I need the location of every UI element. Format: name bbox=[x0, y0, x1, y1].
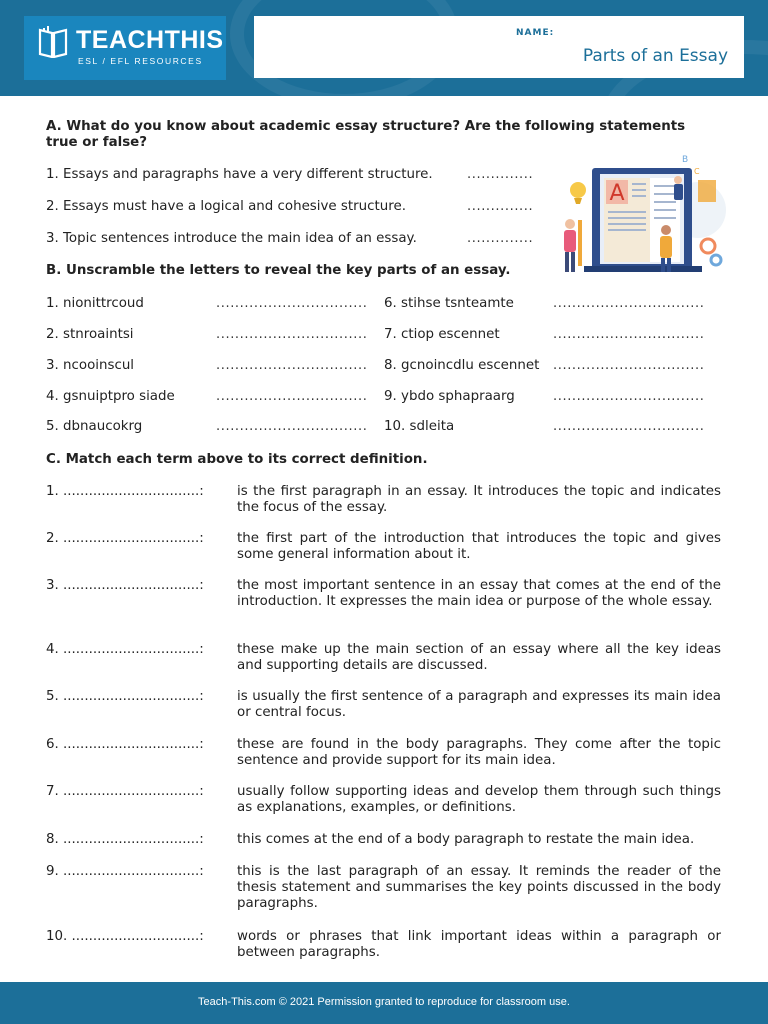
scramble-blank-1[interactable]: ................................ bbox=[216, 296, 368, 311]
scramble-9: 9. ybdo sphapraarg bbox=[384, 389, 515, 404]
scramble-blank-4[interactable]: ................................ bbox=[216, 389, 368, 404]
definition-blank-9[interactable]: 9. ................................: bbox=[46, 864, 204, 879]
answer-blank-3[interactable]: .............. bbox=[467, 231, 534, 246]
definition-6: these are found in the body paragraphs. They come after the topic sentence and provide support for its main idea. bbox=[237, 737, 721, 768]
definition-8: this comes at the end of a body paragraph to restate the main idea. bbox=[237, 832, 695, 847]
header-band bbox=[0, 0, 768, 96]
definition-10: words or phrases that link important ideas within a paragraph or between paragraphs. bbox=[237, 929, 721, 960]
answer-blank-2[interactable]: .............. bbox=[467, 199, 534, 214]
scramble-5: 5. dbnaucokrg bbox=[46, 419, 143, 434]
scramble-3: 3. ncooinscul bbox=[46, 358, 135, 373]
illustration-letter: A bbox=[609, 181, 625, 206]
scramble-blank-10[interactable]: ................................ bbox=[553, 419, 705, 434]
page-title: Parts of an Essay bbox=[582, 46, 728, 66]
svg-text:C: C bbox=[694, 167, 700, 176]
definition-7: usually follow supporting ideas and develop them through such things as explanations, examples, or definitions. bbox=[237, 784, 721, 815]
definition-blank-4[interactable]: 4. ................................: bbox=[46, 642, 204, 657]
scramble-blank-9[interactable]: ................................ bbox=[553, 389, 705, 404]
scramble-blank-5[interactable]: ................................ bbox=[216, 419, 368, 434]
definition-blank-6[interactable]: 6. ................................: bbox=[46, 737, 204, 752]
scramble-10: 10. sdleita bbox=[384, 419, 455, 434]
statement-1: 1. Essays and paragraphs have a very different structure. bbox=[46, 167, 433, 182]
definition-blank-5[interactable]: 5. ................................: bbox=[46, 689, 204, 704]
scramble-7: 7. ctiop escennet bbox=[384, 327, 500, 342]
section-c-heading: C. Match each term above to its correct definition. bbox=[46, 452, 428, 467]
scramble-blank-6[interactable]: ................................ bbox=[553, 296, 705, 311]
statement-2: 2. Essays must have a logical and cohesive structure. bbox=[46, 199, 406, 214]
logo-subtitle: ESL / EFL RESOURCES bbox=[78, 56, 203, 66]
section-a-heading-line2: true or false? bbox=[46, 135, 148, 150]
definition-9: this is the last paragraph of an essay. It reminds the reader of the thesis statement and summarises the key points discussed in the body paragraphs. bbox=[237, 864, 721, 911]
footer-band bbox=[0, 982, 768, 1024]
scramble-2: 2. stnroaintsi bbox=[46, 327, 134, 342]
name-label: NAME: bbox=[516, 28, 555, 38]
name-box bbox=[254, 16, 744, 78]
scramble-blank-7[interactable]: ................................ bbox=[553, 327, 705, 342]
logo bbox=[24, 16, 226, 80]
definition-3: the most important sentence in an essay that comes at the end of the introduction. It expresses the main idea or purpose of the whole essay. bbox=[237, 578, 721, 609]
scramble-6: 6. stihse tsnteamte bbox=[384, 296, 514, 311]
definition-blank-7[interactable]: 7. ................................: bbox=[46, 784, 204, 799]
section-a-heading bbox=[46, 119, 685, 151]
answer-blank-1[interactable]: .............. bbox=[467, 167, 534, 182]
definition-blank-8[interactable]: 8. ................................: bbox=[46, 832, 204, 847]
scramble-4: 4. gsnuiptpro siade bbox=[46, 389, 175, 404]
scramble-blank-2[interactable]: ................................ bbox=[216, 327, 368, 342]
definition-blank-1[interactable]: 1. ................................: bbox=[46, 484, 204, 499]
svg-text:B: B bbox=[682, 155, 689, 165]
essay-illustration bbox=[548, 150, 726, 278]
definition-1: is the first paragraph in an essay. It introduces the topic and indicates the focus of the essay. bbox=[237, 484, 721, 515]
scramble-8: 8. gcnoincdlu escennet bbox=[384, 358, 540, 373]
definition-blank-2[interactable]: 2. ................................: bbox=[46, 531, 204, 546]
copyright-notice: Teach-This.com © 2021 Permission granted to reproduce for classroom use. bbox=[198, 996, 570, 1008]
book-icon bbox=[36, 24, 70, 58]
definition-blank-3[interactable]: 3. ................................: bbox=[46, 578, 204, 593]
statement-3: 3. Topic sentences introduce the main idea of an essay. bbox=[46, 231, 417, 246]
definition-2: the first part of the introduction that introduces the topic and gives some general information about it. bbox=[237, 531, 721, 562]
definition-blank-10[interactable]: 10. ..............................: bbox=[46, 929, 204, 944]
definition-4: these make up the main section of an essay where all the key ideas and supporting details are discussed. bbox=[237, 642, 721, 673]
scramble-1: 1. nionittrcoud bbox=[46, 296, 144, 311]
logo-title: TEACHTHIS bbox=[76, 26, 224, 54]
definition-5: is usually the first sentence of a paragraph and expresses its main idea or central focus. bbox=[237, 689, 721, 720]
section-a-heading-line1: A. What do you know about academic essay structure? Are the following statements bbox=[46, 119, 686, 134]
section-b-heading: B. Unscramble the letters to reveal the key parts of an essay. bbox=[46, 263, 511, 278]
scramble-blank-3[interactable]: ................................ bbox=[216, 358, 368, 373]
scramble-blank-8[interactable]: ................................ bbox=[553, 358, 705, 373]
